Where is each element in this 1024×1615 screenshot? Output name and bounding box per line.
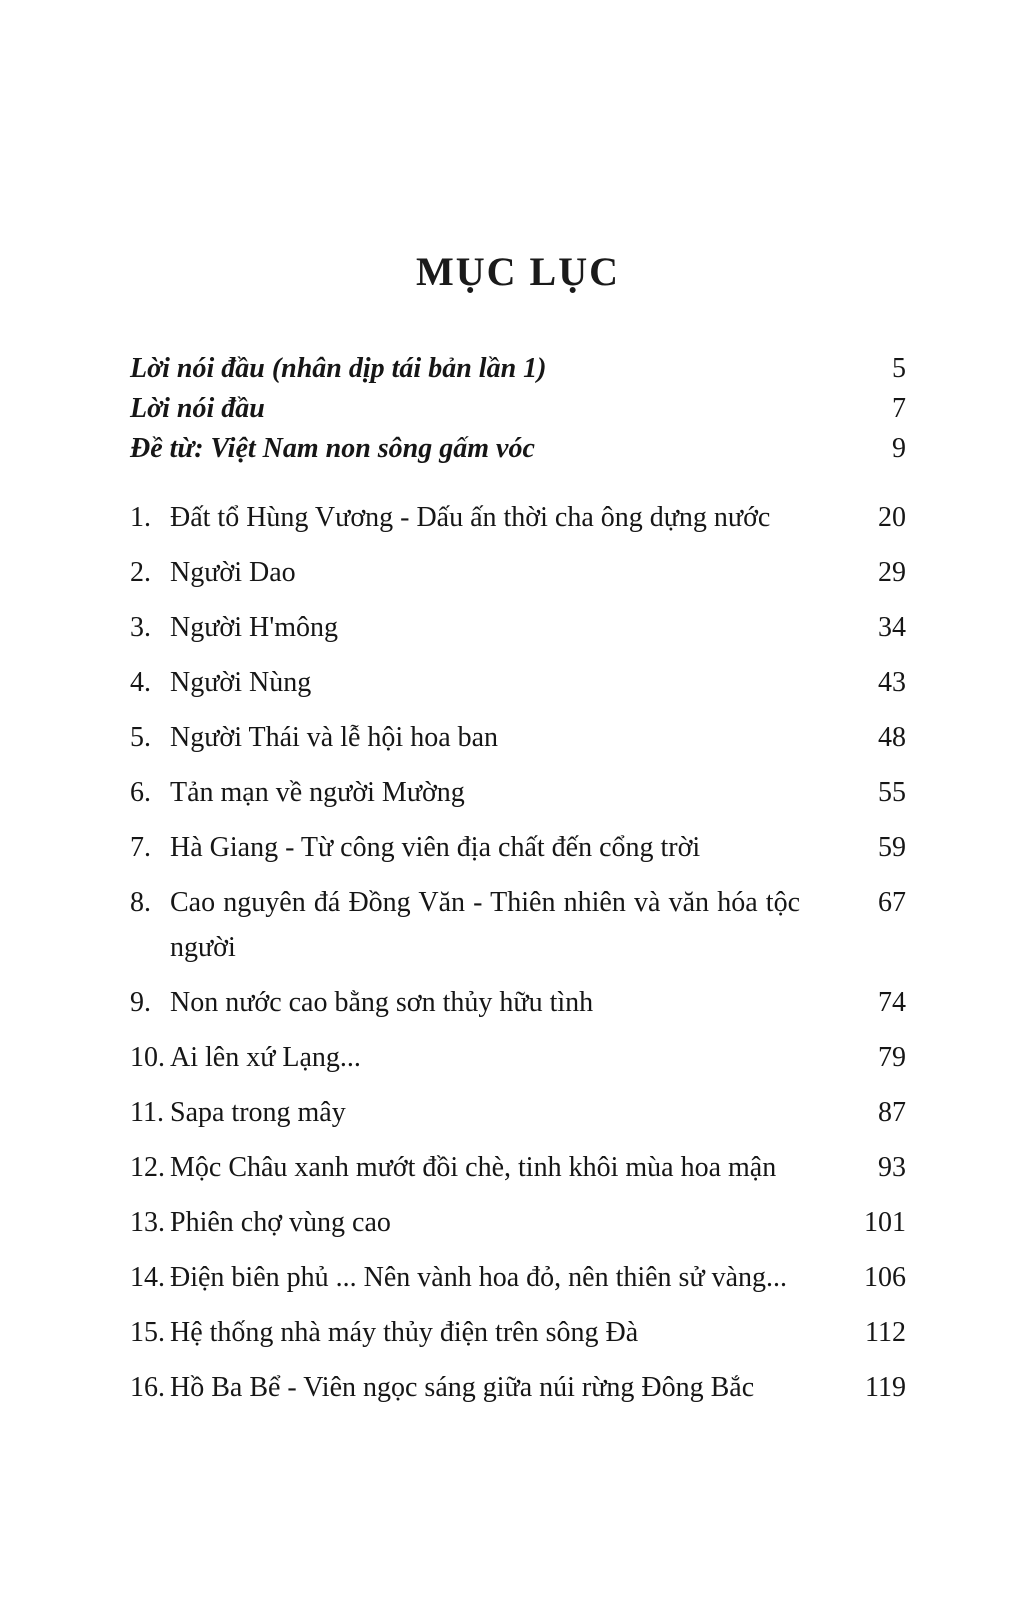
toc-entry-row xyxy=(130,1200,906,1245)
toc-entry-page-number: 119 xyxy=(865,1372,906,1403)
toc-entry-title: Người Thái và lễ hội hoa ban xyxy=(170,722,499,753)
toc-entry-title: Ai lên xứ Lạng... xyxy=(170,1042,361,1073)
front-matter-row xyxy=(130,429,906,469)
toc-entry-page-number: 20 xyxy=(878,502,906,533)
toc-entry-title: Phiên chợ vùng cao xyxy=(170,1207,391,1238)
toc-entry-number: 6. xyxy=(130,777,151,808)
toc-entry-page-number: 34 xyxy=(878,612,906,643)
toc-entry-page-number: 74 xyxy=(878,987,906,1018)
front-matter-page-number: 7 xyxy=(892,393,906,424)
toc-entry-row xyxy=(130,1365,906,1410)
toc-entry-number: 11. xyxy=(130,1097,164,1128)
front-matter-title: Lời nói đầu xyxy=(130,393,265,424)
toc-entry-page-number: 79 xyxy=(878,1042,906,1073)
toc-entry-title: Người Dao xyxy=(170,557,296,588)
toc-entry-page-number: 106 xyxy=(864,1262,906,1293)
toc-entry-title: Mộc Châu xanh mướt đồi chè, tinh khôi mùa hoa mận xyxy=(170,1152,777,1183)
toc-entry-title: Người Nùng xyxy=(170,667,312,698)
toc-entry-title: Non nước cao bằng sơn thủy hữu tình xyxy=(170,987,594,1018)
toc-entry-row xyxy=(130,1255,906,1300)
toc-entry-row xyxy=(130,1035,906,1080)
toc-entry-row xyxy=(130,715,906,760)
toc-entry-number: 2. xyxy=(130,557,151,588)
front-matter-row xyxy=(130,349,906,389)
toc-entry-title: Tản mạn về người Mường xyxy=(170,777,465,808)
toc-entry-page-number: 93 xyxy=(878,1152,906,1183)
toc-entry-row xyxy=(130,770,906,815)
toc-entry-page-number: 101 xyxy=(864,1207,906,1238)
toc-entry-number: 14. xyxy=(130,1262,165,1293)
front-matter-page-number: 9 xyxy=(892,433,906,464)
toc-entry-row xyxy=(130,825,906,870)
toc-entry-row xyxy=(130,495,906,540)
toc-entry-number: 1. xyxy=(130,502,151,533)
toc-entry-number: 10. xyxy=(130,1042,165,1073)
toc-entry-title: Đất tổ Hùng Vương - Dấu ấn thời cha ông dựng nước xyxy=(170,502,771,533)
toc-entry-row xyxy=(130,550,906,595)
toc-entry-title: Hà Giang - Từ công viên địa chất đến cổng trời xyxy=(170,832,701,863)
toc-entry-row xyxy=(130,605,906,650)
toc-entry-page-number: 29 xyxy=(878,557,906,588)
toc-entry-title: Người H'mông xyxy=(170,612,339,643)
toc-entry-number: 12. xyxy=(130,1152,165,1183)
toc-entry-title: Điện biên phủ ... Nên vành hoa đỏ, nên thiên sử vàng... xyxy=(170,1262,788,1293)
toc-entry-page-number: 112 xyxy=(865,1317,906,1348)
toc-entry-page-number: 87 xyxy=(878,1097,906,1128)
toc-entry-number: 16. xyxy=(130,1372,165,1403)
toc-entry-title: Hệ thống nhà máy thủy điện trên sông Đà xyxy=(170,1317,639,1348)
toc-entry-list xyxy=(130,495,906,1410)
front-matter-title: Lời nói đầu (nhân dịp tái bản lần 1) xyxy=(130,353,547,384)
toc-entry-title: Sapa trong mây xyxy=(170,1097,346,1128)
toc-entry-row xyxy=(130,660,906,705)
toc-entry-title: Cao nguyên đá Đồng Văn - Thiên nhiên và văn hóa tộc người xyxy=(170,887,800,963)
toc-entry-row xyxy=(130,980,906,1025)
toc-entry-row xyxy=(130,1310,906,1355)
toc-entry-number: 9. xyxy=(130,987,151,1018)
toc-entry-number: 4. xyxy=(130,667,151,698)
front-matter-title: Đề từ: Việt Nam non sông gấm vóc xyxy=(130,433,535,464)
page-title: MỤC LỤC xyxy=(416,249,620,294)
toc-entry-number: 5. xyxy=(130,722,151,753)
toc-entry-row xyxy=(130,1090,906,1135)
front-matter-page-number: 5 xyxy=(892,353,906,384)
toc-entry-row xyxy=(130,880,906,970)
toc-entry-number: 8. xyxy=(130,887,151,918)
toc-entry-number: 3. xyxy=(130,612,151,643)
toc-entry-page-number: 43 xyxy=(878,667,906,698)
toc-entry-page-number: 59 xyxy=(878,832,906,863)
toc-entry-number: 13. xyxy=(130,1207,165,1238)
toc-entry-page-number: 67 xyxy=(878,887,906,918)
toc-entry-number: 7. xyxy=(130,832,151,863)
toc-entry-page-number: 55 xyxy=(878,777,906,808)
front-matter-row xyxy=(130,389,906,429)
toc-entry-number: 15. xyxy=(130,1317,165,1348)
toc-entry-row xyxy=(130,1145,906,1190)
toc-entry-title: Hồ Ba Bể - Viên ngọc sáng giữa núi rừng Đông Bắc xyxy=(170,1372,755,1403)
toc-entry-page-number: 48 xyxy=(878,722,906,753)
front-matter-list xyxy=(130,349,906,469)
